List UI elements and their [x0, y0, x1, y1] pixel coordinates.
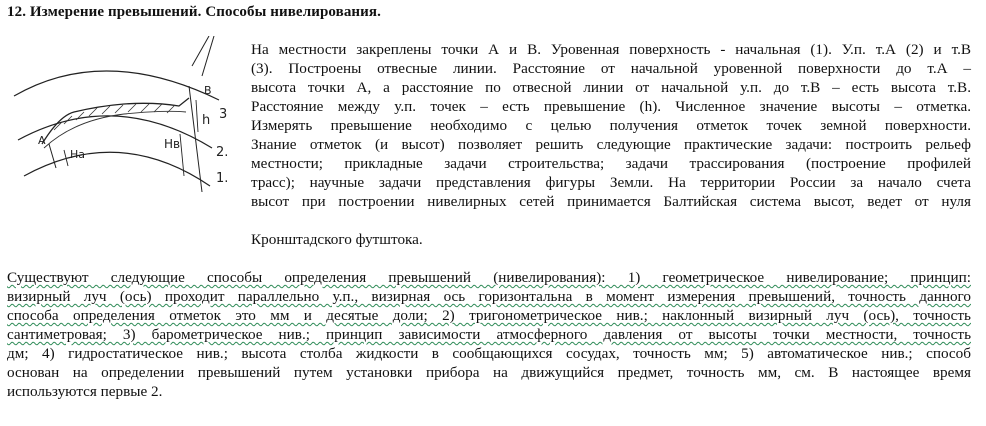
level-surface-2 [18, 116, 212, 148]
text-line: Знание отметок (и высот) позволяет решить следующие практические задачи: построить рельеф [251, 136, 971, 153]
text-line: трасс); научные задачи представления фигуры Земли. На территории России за начало счета [251, 174, 971, 191]
label-3: 3 [219, 107, 228, 122]
text-line: высота точки А, а расстояние по отвесной линии от начальной у.п. до т.В – есть высота т.В. [251, 79, 971, 96]
text-line: визирный луч (ось) проходит параллельно у.п., визирная ось горизонтальна в момент измерения превышений, точность данного [7, 288, 971, 305]
terrain-hatching [54, 104, 175, 130]
text-line: местности; прикладные задачи строительства; задачи трассирования (построение профилей [251, 155, 971, 172]
text-line: Расстояние между у.п. точек – есть превышение (h). Численное значение высоты – отметка. [251, 98, 971, 115]
section-heading: 12. Измерение превышений. Способы нивелирования. [7, 4, 381, 20]
text-line: основан на определении превышений путем установки прибора на движущийся предмет, точность мм, см. В настоящее время [7, 364, 971, 381]
text-line: дм; 4) гидростатическое нив.; высота столба жидкости в сообщающихся сосудах, точность мм; 5) автоматическое нив.; способ [7, 345, 971, 362]
label-b: В [204, 84, 212, 97]
label-ha: Hа [70, 148, 86, 161]
label-2: 2. [216, 145, 229, 160]
text-line: используются первые 2. [7, 383, 163, 400]
text-line: Кронштадского футштока. [251, 231, 423, 248]
text-line: Существуют следующие способы определения превышений (нивелирования): 1) геометрическое нивелирование; принцип: [7, 269, 971, 286]
label-a: А [38, 134, 46, 147]
text-line: На местности закреплены точки А и В. Уровенная поверхность - начальная (1). У.п. т.А (2) и т.В [251, 41, 971, 58]
label-hb: Hв [164, 137, 181, 151]
plumb-line-b [189, 86, 202, 192]
level-surface-3 [14, 71, 219, 100]
leveling-diagram [4, 36, 240, 196]
text-line: высот при построении нивелирных сетей принимается Балтийская система высот, ведет от нуля [251, 193, 971, 210]
label-h: h [202, 113, 211, 128]
text-line: сантиметровая; 3) барометрическое нив.; принцип зависимости атмосферного давления от высоты точки местности, точность [7, 326, 971, 343]
text-line: (3). Построены отвесные линии. Расстояние от начальной уровенной поверхности до т.А – [251, 60, 971, 77]
text-line: Измерять превышение необходимо с целью получения отметок точек земной поверхности. [251, 117, 971, 134]
label-1: 1. [216, 171, 229, 186]
text-line: способа определения отметок это мм и десятые доли; 2) тригонометрическое нив.; наклонный визирный луч (ось), точность [7, 307, 971, 324]
